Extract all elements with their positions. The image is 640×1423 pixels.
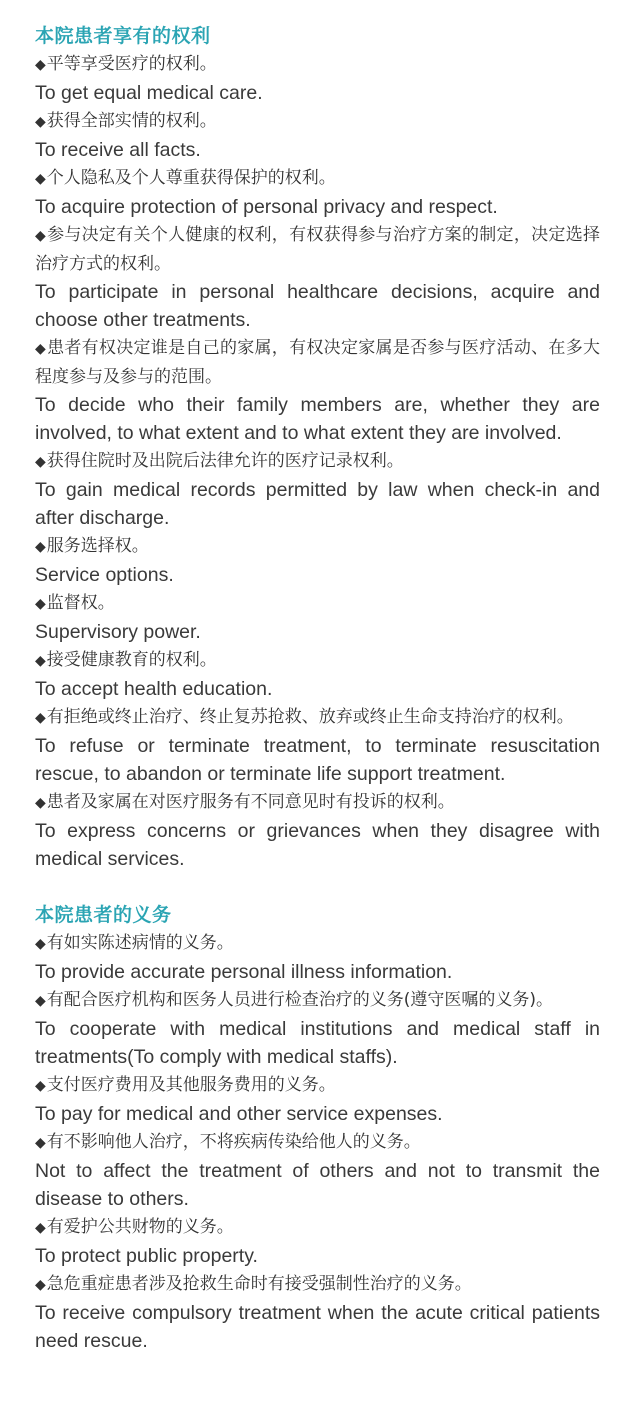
list-item: [35, 646, 600, 703]
item-chinese-label: 有配合医疗机构和医务人员进行检查治疗的义务(遵守医嘱的义务)。: [46, 990, 554, 1010]
item-chinese-label: 急危重症患者涉及抢救生命时有接受强制性治疗的义务。: [46, 1274, 472, 1294]
obligations-section-title: 本院患者的义务: [35, 904, 172, 926]
item-chinese-text: [35, 1128, 600, 1157]
diamond-bullet-icon: ◆: [35, 1220, 46, 1236]
diamond-bullet-icon: ◆: [35, 57, 46, 73]
item-chinese-label: 有爱护公共财物的义务。: [46, 1217, 234, 1237]
item-english-text: Not to affect the treatment of others and not to transmit the disease to others.: [35, 1160, 600, 1210]
diamond-bullet-icon: ◆: [35, 596, 46, 612]
diamond-bullet-icon: ◆: [35, 341, 47, 357]
diamond-bullet-icon: ◆: [35, 171, 46, 187]
item-chinese-text: [35, 1213, 600, 1242]
item-chinese-label: 有不影响他人治疗，不将疾病传染给他人的义务。: [46, 1132, 421, 1152]
item-english-text: To cooperate with medical institutions and medical staff in treatments(To comply with medical staffs).: [35, 1018, 600, 1068]
list-item: [35, 50, 600, 107]
item-english-text: To gain medical records permitted by law when check-in and after discharge.: [35, 479, 600, 529]
item-english-text: To receive compulsory treatment when the acute critical patients need rescue.: [35, 1302, 600, 1352]
item-chinese-label: 参与决定有关个人健康的权利，有权获得参与治疗方案的制定，决定选择治疗方式的权利。: [35, 225, 600, 274]
item-english-text: To refuse or terminate treatment, to terminate resuscitation rescue, to abandon or terminate life support treatment.: [35, 735, 600, 785]
diamond-bullet-icon: ◆: [35, 710, 46, 726]
item-chinese-text: [35, 221, 600, 278]
diamond-bullet-icon: ◆: [35, 1135, 46, 1151]
item-english-text: Service options.: [35, 564, 174, 586]
item-english-text: To provide accurate personal illness information.: [35, 961, 453, 983]
item-chinese-text: [35, 50, 600, 79]
diamond-bullet-icon: ◆: [35, 1078, 46, 1094]
rights-list: [35, 50, 600, 873]
list-item: [35, 986, 600, 1071]
list-item: [35, 164, 600, 221]
diamond-bullet-icon: ◆: [35, 993, 46, 1009]
item-chinese-text: [35, 589, 600, 618]
item-chinese-label: 有如实陈述病情的义务。: [46, 933, 234, 953]
list-item: [35, 703, 600, 788]
list-item: [35, 1213, 600, 1270]
item-chinese-label: 患者有权决定谁是自己的家属，有权决定家属是否参与医疗活动、在多大程度参与及参与的范围。: [35, 338, 600, 387]
item-chinese-label: 获得全部实情的权利。: [46, 111, 217, 131]
rights-section-title: 本院患者享有的权利: [35, 25, 211, 47]
list-item: [35, 334, 600, 447]
item-chinese-text: [35, 1270, 600, 1299]
list-item: [35, 1270, 600, 1355]
list-item: [35, 447, 600, 532]
diamond-bullet-icon: ◆: [35, 1277, 46, 1293]
item-chinese-label: 患者及家属在对医疗服务有不同意见时有投诉的权利。: [46, 792, 455, 812]
item-chinese-label: 支付医疗费用及其他服务费用的义务。: [46, 1075, 336, 1095]
item-english-text: To acquire protection of personal privacy and respect.: [35, 196, 498, 218]
item-english-text: Supervisory power.: [35, 621, 201, 643]
item-english-text: To express concerns or grievances when they disagree with medical services.: [35, 820, 600, 870]
item-chinese-label: 监督权。: [46, 593, 115, 613]
list-item: [35, 1128, 600, 1213]
section-gap: [35, 873, 600, 901]
item-english-text: To participate in personal healthcare decisions, acquire and choose other treatments.: [35, 281, 600, 331]
item-chinese-text: [35, 447, 600, 476]
item-english-text: To accept health education.: [35, 678, 273, 700]
item-chinese-text: [35, 334, 600, 391]
item-chinese-text: [35, 164, 600, 193]
item-chinese-text: [35, 107, 600, 136]
item-chinese-text: [35, 703, 600, 732]
list-item: [35, 221, 600, 334]
list-item: [35, 788, 600, 873]
item-chinese-label: 个人隐私及个人尊重获得保护的权利。: [46, 168, 336, 188]
list-item: [35, 532, 600, 589]
diamond-bullet-icon: ◆: [35, 936, 46, 952]
item-chinese-text: [35, 929, 600, 958]
item-chinese-label: 获得住院时及出院后法律允许的医疗记录权利。: [46, 451, 404, 471]
diamond-bullet-icon: ◆: [35, 114, 46, 130]
item-chinese-text: [35, 986, 600, 1015]
item-chinese-text: [35, 532, 600, 561]
diamond-bullet-icon: ◆: [35, 795, 46, 811]
item-english-text: To protect public property.: [35, 1245, 258, 1267]
diamond-bullet-icon: ◆: [35, 228, 47, 244]
diamond-bullet-icon: ◆: [35, 454, 46, 470]
list-item: [35, 1071, 600, 1128]
item-english-text: To receive all facts.: [35, 139, 201, 161]
list-item: [35, 107, 600, 164]
diamond-bullet-icon: ◆: [35, 539, 46, 555]
item-chinese-label: 接受健康教育的权利。: [46, 650, 217, 670]
item-chinese-label: 平等享受医疗的权利。: [46, 54, 217, 74]
obligations-list: [35, 929, 600, 1355]
item-chinese-label: 有拒绝或终止治疗、终止复苏抢救、放弃或终止生命支持治疗的权利。: [46, 707, 574, 727]
item-chinese-text: [35, 646, 600, 675]
item-english-text: To pay for medical and other service expenses.: [35, 1103, 443, 1125]
item-chinese-text: [35, 1071, 600, 1100]
item-chinese-label: 服务选择权。: [46, 536, 149, 556]
list-item: [35, 589, 600, 646]
item-english-text: To decide who their family members are, whether they are involved, to what extent and to what extent they are involved.: [35, 394, 600, 444]
diamond-bullet-icon: ◆: [35, 653, 46, 669]
list-item: [35, 929, 600, 986]
item-chinese-text: [35, 788, 600, 817]
item-english-text: To get equal medical care.: [35, 82, 263, 104]
